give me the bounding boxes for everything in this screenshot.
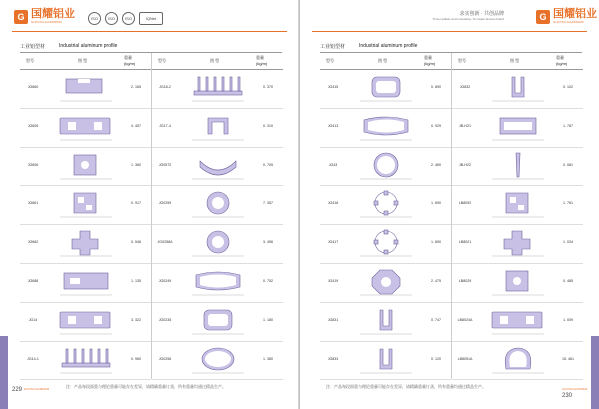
profile-code: JG661 xyxy=(27,201,39,206)
table-row xyxy=(452,108,583,148)
profile-code: JG0259 xyxy=(158,201,172,206)
profile-table xyxy=(20,52,282,379)
profile-code: JG415 xyxy=(327,85,339,89)
profile-code: JG0256 xyxy=(158,356,172,361)
profile-bulge-icon xyxy=(356,112,416,143)
column-header-label: 图 型 xyxy=(378,58,388,63)
profile-wide-icon xyxy=(56,112,116,143)
table-row xyxy=(152,147,283,187)
column-header xyxy=(152,53,283,70)
column-header xyxy=(320,53,451,70)
profile-weight: 0. 960 xyxy=(131,356,141,361)
profile-rect-icon xyxy=(56,267,116,298)
profile-weight: 1. 690 xyxy=(431,240,441,245)
profile-code: JG43 xyxy=(328,162,338,167)
profile-weight: 0. 890 xyxy=(431,85,441,89)
table-row xyxy=(320,224,451,264)
profile-clip-icon xyxy=(356,345,416,376)
footnote: 注：产品每段面重与理论重量可能存在差异，请精确重量订货，所有重量均通过精品生产。 xyxy=(326,384,486,389)
column-header-label: 型号 xyxy=(26,58,34,63)
profile-code: LB8092 xyxy=(458,201,472,206)
profile-weight: 0. 370 xyxy=(263,85,273,89)
table-column xyxy=(151,53,283,379)
side-tab xyxy=(0,336,8,409)
profile-table xyxy=(320,52,582,379)
column-header-label: 重量 (kg/m) xyxy=(256,55,268,66)
profile-circle-icon xyxy=(356,189,416,220)
profile-code: JG606 xyxy=(27,162,39,167)
column-header-label: 型号 xyxy=(326,58,334,63)
profile-square-icon xyxy=(56,151,116,182)
brand-name: 国耀铝业 xyxy=(31,8,75,20)
profile-weight: 2. 165 xyxy=(131,85,141,89)
profile-weight: 0. 705 xyxy=(263,162,273,167)
table-row xyxy=(152,69,283,109)
cert-badge-icon: ISO xyxy=(88,12,101,25)
table-row xyxy=(152,108,283,148)
iqnet-badge-icon: IQNet xyxy=(139,12,163,25)
profile-bulge-icon xyxy=(188,267,248,298)
profile-weight: 1. 690 xyxy=(431,201,441,206)
brand-logo xyxy=(536,9,597,24)
profile-code: LB8051A xyxy=(457,356,473,361)
cert-row xyxy=(88,12,163,25)
table-row xyxy=(152,263,283,303)
profile-clip-icon xyxy=(488,73,548,104)
profile-code: LB8029 xyxy=(458,279,472,283)
table-row xyxy=(320,341,451,381)
profile-comb-icon xyxy=(188,73,248,104)
table-row xyxy=(320,302,451,342)
profile-code: JG688 xyxy=(27,279,39,283)
profile-code: JG416 xyxy=(327,201,339,206)
profile-code: JG14 xyxy=(28,317,38,322)
table-row xyxy=(20,224,151,264)
profile-frame-icon xyxy=(488,112,548,143)
profile-weight: 0. 120 xyxy=(431,356,441,361)
profile-weight: 0. 102 xyxy=(563,85,573,89)
table-row xyxy=(452,147,583,187)
profile-code: JG17-4 xyxy=(159,123,171,128)
brand-sub: GUOYAO ALUMINIUM xyxy=(553,20,584,24)
column-header-label: 型号 xyxy=(158,58,166,63)
profile-code: JG18-2 xyxy=(159,85,171,89)
profile-wide-icon xyxy=(56,306,116,337)
table-row xyxy=(20,341,151,381)
column-header xyxy=(452,53,583,70)
section-heading: 工业铝型材 Industrial aluminum profile xyxy=(320,43,418,50)
column-header xyxy=(20,53,151,70)
profile-weight: 0. 546 xyxy=(131,240,141,245)
table-row xyxy=(152,224,283,264)
profile-roundrect-icon xyxy=(356,73,416,104)
profile-weight: 1. 761 xyxy=(563,201,573,206)
profile-tube-icon xyxy=(188,345,248,376)
profile-code: JG0258A xyxy=(157,240,173,245)
profile-slot-icon xyxy=(56,73,116,104)
column-header-label: 重量 (kg/m) xyxy=(124,55,136,66)
profile-code: JG0249 xyxy=(158,279,172,283)
profile-code: JG14-1 xyxy=(27,356,39,361)
profile-weight: 0. 310 xyxy=(263,123,273,128)
logo-icon: G xyxy=(536,10,550,24)
profile-weight: 0. 747 xyxy=(431,317,441,322)
table-row xyxy=(320,147,451,187)
profile-clip-icon xyxy=(356,306,416,337)
table-row xyxy=(452,185,583,225)
table-column xyxy=(451,53,583,379)
table-row xyxy=(152,185,283,225)
profile-weight: 1. 135 xyxy=(131,279,141,283)
table-column xyxy=(320,53,451,379)
profile-code: JG660 xyxy=(27,85,39,89)
profile-weight: 4. 457 xyxy=(131,123,141,128)
table-row xyxy=(152,302,283,342)
profile-code: JG0572 xyxy=(158,162,172,167)
profile-ring-icon xyxy=(356,151,416,182)
profile-code: JG662 xyxy=(27,240,39,245)
cert-badge-icon: ISO xyxy=(105,12,118,25)
profile-ring-fins-icon xyxy=(188,189,248,220)
profile-code: JG0235 xyxy=(158,317,172,322)
profile-code: JB-H22 xyxy=(459,162,471,167)
profile-code: JG417 xyxy=(327,240,339,245)
profile-code: JG833 xyxy=(327,356,339,361)
profile-weight: 1. 034 xyxy=(563,240,573,245)
table-row xyxy=(452,224,583,264)
table-row xyxy=(452,263,583,303)
profile-code: JG831 xyxy=(327,317,339,322)
profile-weight: 0. 929 xyxy=(431,123,441,128)
profile-wide-icon xyxy=(488,306,548,337)
profile-weight: 2. 475 xyxy=(431,279,441,283)
header-rule xyxy=(12,31,287,32)
profile-code: LB8024A xyxy=(457,317,473,322)
column-header-label: 图 型 xyxy=(78,58,88,63)
profile-corner-icon xyxy=(56,189,116,220)
profile-weight: 15. 461 xyxy=(562,356,574,361)
table-row xyxy=(20,185,151,225)
brand-sub: GUOYAO ALUMINIUM xyxy=(31,20,62,24)
page-number: 229 GUOYAO ALUMINIUM xyxy=(12,387,50,393)
table-row xyxy=(320,69,451,109)
table-row xyxy=(320,108,451,148)
profile-weight: 2. 460 xyxy=(431,162,441,167)
profile-weight: 1. 787 xyxy=(563,123,573,128)
profile-weight: 1. 009 xyxy=(563,317,573,322)
logo-icon: G xyxy=(14,10,28,24)
column-header-label: 型号 xyxy=(458,58,466,63)
profile-corner-icon xyxy=(488,189,548,220)
profile-fan-icon xyxy=(188,151,248,182)
profile-code: LB8021 xyxy=(458,240,472,245)
column-header-label: 重量 (kg/m) xyxy=(424,55,436,66)
right-page xyxy=(300,0,599,409)
profile-cross-icon xyxy=(56,228,116,259)
table-row xyxy=(452,341,583,381)
profile-weight: 3. 456 xyxy=(263,240,273,245)
profile-weight: 1. 360 xyxy=(131,162,141,167)
profile-spike-icon xyxy=(488,151,548,182)
profile-weight: 1. 380 xyxy=(263,356,273,361)
profile-weight: 1. 180 xyxy=(263,317,273,322)
column-header-label: 重量 (kg/m) xyxy=(556,55,568,66)
profile-code: JB-H21 xyxy=(459,123,471,128)
profile-weight: 0. 917 xyxy=(131,201,141,206)
profile-channel-icon xyxy=(188,112,248,143)
profile-cross-icon xyxy=(488,228,548,259)
table-row xyxy=(20,108,151,148)
table-row xyxy=(20,263,151,303)
slogan: 求实创新 · 共创品牌 To be realistic and innovative; To create famous brand xyxy=(432,11,504,21)
table-row xyxy=(320,185,451,225)
profile-circle-icon xyxy=(356,228,416,259)
profile-comb-icon xyxy=(56,345,116,376)
profile-bell-icon xyxy=(488,345,548,376)
table-row xyxy=(20,302,151,342)
table-column xyxy=(20,53,151,379)
profile-code: JG413 xyxy=(327,123,339,128)
page-number: GUOYAO ALUMINIUM 230 xyxy=(562,387,588,399)
profile-code: JG832 xyxy=(459,85,471,89)
column-header-label: 图 型 xyxy=(210,58,220,63)
profile-code: JG605 xyxy=(27,123,39,128)
profile-roundrect-icon xyxy=(188,306,248,337)
section-heading: 工业铝型材 Industrial aluminum profile xyxy=(20,43,118,50)
brand-logo xyxy=(14,9,75,24)
left-page xyxy=(0,0,299,409)
table-row xyxy=(320,263,451,303)
table-row xyxy=(452,302,583,342)
profile-weight: 0. 081 xyxy=(563,162,573,167)
profile-ring-fins-icon xyxy=(188,228,248,259)
table-row xyxy=(152,341,283,381)
column-header-label: 图 型 xyxy=(510,58,520,63)
header-rule xyxy=(312,31,587,32)
table-row xyxy=(20,69,151,109)
profile-square-icon xyxy=(488,267,548,298)
profile-weight: 0. 485 xyxy=(563,279,573,283)
brand-name: 国耀铝业 xyxy=(553,8,597,20)
profile-weight: 3. 322 xyxy=(131,317,141,322)
profile-weight: 7. 357 xyxy=(263,201,273,206)
cert-badge-icon: ISO xyxy=(122,12,135,25)
profile-code: JG419 xyxy=(327,279,339,283)
profile-octa-icon xyxy=(356,267,416,298)
profile-weight: 0. 752 xyxy=(263,279,273,283)
footnote: 注：产品每段面重与理论重量可能存在差异，请精确重量订货，所有重量均通过精品生产。 xyxy=(66,384,226,389)
table-row xyxy=(452,69,583,109)
table-row xyxy=(20,147,151,187)
